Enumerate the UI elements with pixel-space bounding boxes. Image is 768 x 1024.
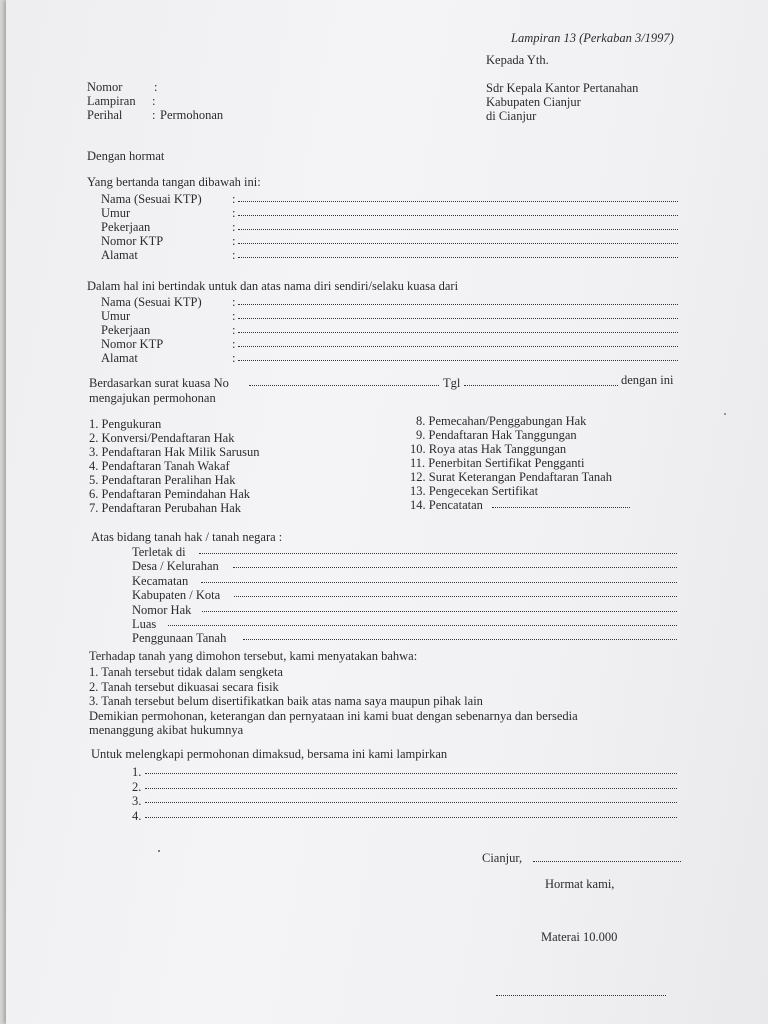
statement-intro: Terhadap tanah yang dimohon tersebut, kami menyatakan bahwa: — [89, 649, 418, 663]
signature-date-field[interactable] — [533, 861, 681, 862]
surat-kuasa-prefix: Berdasarkan surat kuasa No — [89, 376, 229, 390]
applicant-address-field[interactable] — [238, 257, 678, 258]
request-item[interactable]: 11. Penerbitan Sertifikat Pengganti — [410, 456, 585, 470]
closing-line-1: Demikian permohonan, keterangan dan pernyataan ini kami buat dengan sebenarnya dan bersedia — [89, 709, 578, 723]
perihal-value: Permohonan — [160, 108, 224, 122]
surat-kuasa-number-field[interactable] — [249, 385, 439, 386]
land-field-label: Nomor Hak — [132, 603, 192, 617]
proxy-field-label: Pekerjaan — [101, 323, 151, 337]
colon: : — [232, 220, 236, 234]
proxy-job-field[interactable] — [238, 332, 678, 333]
surat-kuasa-suffix: dengan ini — [621, 373, 674, 387]
lampiran-label: Lampiran — [87, 94, 136, 108]
lampiran-reference: Lampiran 13 (Perkaban 3/1997) — [511, 31, 674, 45]
attachment-number: 1. — [132, 765, 142, 779]
attachment-field-1[interactable] — [145, 773, 677, 774]
colon: : — [232, 206, 236, 220]
nomor-hak-field[interactable] — [202, 611, 677, 612]
form-paper — [6, 0, 768, 1024]
request-item[interactable]: 8. Pemecahan/Penggabungan Hak — [416, 414, 587, 428]
surat-kuasa-tgl-label: Tgl — [443, 376, 461, 390]
applicant-name-field[interactable] — [238, 201, 678, 202]
proxy-field-label: Nama (Sesuai KTP) — [101, 295, 202, 309]
colon: : — [232, 337, 236, 351]
request-item[interactable]: 1. Pengukuran — [89, 417, 162, 431]
applicant-field-label: Pekerjaan — [101, 220, 151, 234]
request-item[interactable]: 12. Surat Keterangan Pendaftaran Tanah — [410, 470, 612, 484]
attachment-field-2[interactable] — [145, 788, 677, 789]
perihal-colon: : — [152, 108, 156, 122]
lampiran-colon: : — [152, 94, 156, 108]
land-field-label: Kecamatan — [132, 574, 189, 588]
proxy-field-label: Umur — [101, 309, 131, 323]
request-item[interactable]: 13. Pengecekan Sertifikat — [410, 484, 539, 498]
attachment-field-4[interactable] — [145, 817, 677, 818]
applicant-field-label: Nama (Sesuai KTP) — [101, 192, 202, 206]
proxy-address-field[interactable] — [238, 360, 678, 361]
statement-item: 3. Tanah tersebut belum disertifikatkan baik atas nama saya maupun pihak lain — [89, 694, 483, 708]
signature-place: Cianjur, — [482, 851, 523, 865]
land-field-label: Luas — [132, 617, 157, 631]
applicant-job-field[interactable] — [238, 229, 678, 230]
request-item[interactable]: 9. Pendaftaran Hak Tanggungan — [416, 428, 577, 442]
nomor-colon: : — [154, 80, 158, 94]
attachment-field-3[interactable] — [145, 802, 677, 803]
statement-item: 2. Tanah tersebut dikuasai secara fisik — [89, 680, 279, 694]
greeting: Dengan hormat — [87, 149, 165, 163]
recipient-line-3: di Cianjur — [486, 109, 537, 123]
applicant-field-label: Alamat — [101, 248, 138, 262]
pencatatan-field[interactable] — [492, 507, 630, 508]
terletak-field[interactable] — [199, 553, 677, 554]
attachment-number: 2. — [132, 780, 142, 794]
luas-field[interactable] — [168, 625, 677, 626]
request-item[interactable]: 7. Pendaftaran Perubahan Hak — [89, 501, 242, 515]
paper-speck — [158, 850, 160, 852]
request-item[interactable]: 5. Pendaftaran Peralihan Hak — [89, 473, 236, 487]
colon: : — [232, 323, 236, 337]
land-field-label: Terletak di — [132, 545, 186, 559]
applicant-field-label: Nomor KTP — [101, 234, 164, 248]
statement-item: 1. Tanah tersebut tidak dalam sengketa — [89, 665, 283, 679]
closing-line-2: menanggung akibat hukumnya — [89, 723, 244, 737]
colon: : — [232, 351, 236, 365]
attachment-number: 4. — [132, 809, 142, 823]
perihal-label: Perihal — [87, 108, 123, 122]
request-item[interactable]: 4. Pendaftaran Tanah Wakaf — [89, 459, 230, 473]
colon: : — [232, 309, 236, 323]
recipient-line-1: Sdr Kepala Kantor Pertanahan — [486, 81, 639, 95]
request-item[interactable]: 14. Pencatatan — [410, 498, 483, 512]
request-item[interactable]: 2. Konversi/Pendaftaran Hak — [89, 431, 235, 445]
proxy-name-field[interactable] — [238, 304, 678, 305]
proxy-ktp-field[interactable] — [238, 346, 678, 347]
colon: : — [232, 248, 236, 262]
kecamatan-field[interactable] — [201, 582, 677, 583]
applicant-intro: Yang bertanda tangan dibawah ini: — [87, 175, 261, 189]
land-field-label: Penggunaan Tanah — [132, 631, 227, 645]
attachment-number: 3. — [132, 794, 142, 808]
proxy-field-label: Nomor KTP — [101, 337, 164, 351]
materai-label: Materai 10.000 — [541, 930, 618, 944]
request-item[interactable]: 3. Pendaftaran Hak Milik Sarusun — [89, 445, 260, 459]
surat-kuasa-line2: mengajukan permohonan — [89, 391, 216, 405]
applicant-age-field[interactable] — [238, 215, 678, 216]
penggunaan-tanah-field[interactable] — [243, 639, 677, 640]
land-field-label: Desa / Kelurahan — [132, 559, 219, 573]
signature-name-field[interactable] — [496, 995, 666, 996]
desa-field[interactable] — [233, 567, 677, 568]
attachments-intro: Untuk melengkapi permohonan dimaksud, bersama ini kami lampirkan — [91, 747, 448, 761]
kepada-yth: Kepada Yth. — [486, 53, 549, 67]
land-intro: Atas bidang tanah hak / tanah negara : — [91, 530, 283, 544]
land-field-label: Kabupaten / Kota — [132, 588, 221, 602]
paper-speck — [724, 413, 726, 415]
proxy-age-field[interactable] — [238, 318, 678, 319]
applicant-ktp-field[interactable] — [238, 243, 678, 244]
applicant-field-label: Umur — [101, 206, 131, 220]
colon: : — [232, 295, 236, 309]
surat-kuasa-date-field[interactable] — [464, 385, 618, 386]
proxy-intro: Dalam hal ini bertindak untuk dan atas nama diri sendiri/selaku kuasa dari — [87, 279, 459, 293]
kabupaten-field[interactable] — [234, 596, 677, 597]
colon: : — [232, 234, 236, 248]
nomor-label: Nomor — [87, 80, 123, 94]
proxy-field-label: Alamat — [101, 351, 138, 365]
request-item[interactable]: 6. Pendaftaran Pemindahan Hak — [89, 487, 251, 501]
signature-regards: Hormat kami, — [545, 877, 615, 891]
recipient-line-2: Kabupaten Cianjur — [486, 95, 581, 109]
colon: : — [232, 192, 236, 206]
request-item[interactable]: 10. Roya atas Hak Tanggungan — [410, 442, 567, 456]
